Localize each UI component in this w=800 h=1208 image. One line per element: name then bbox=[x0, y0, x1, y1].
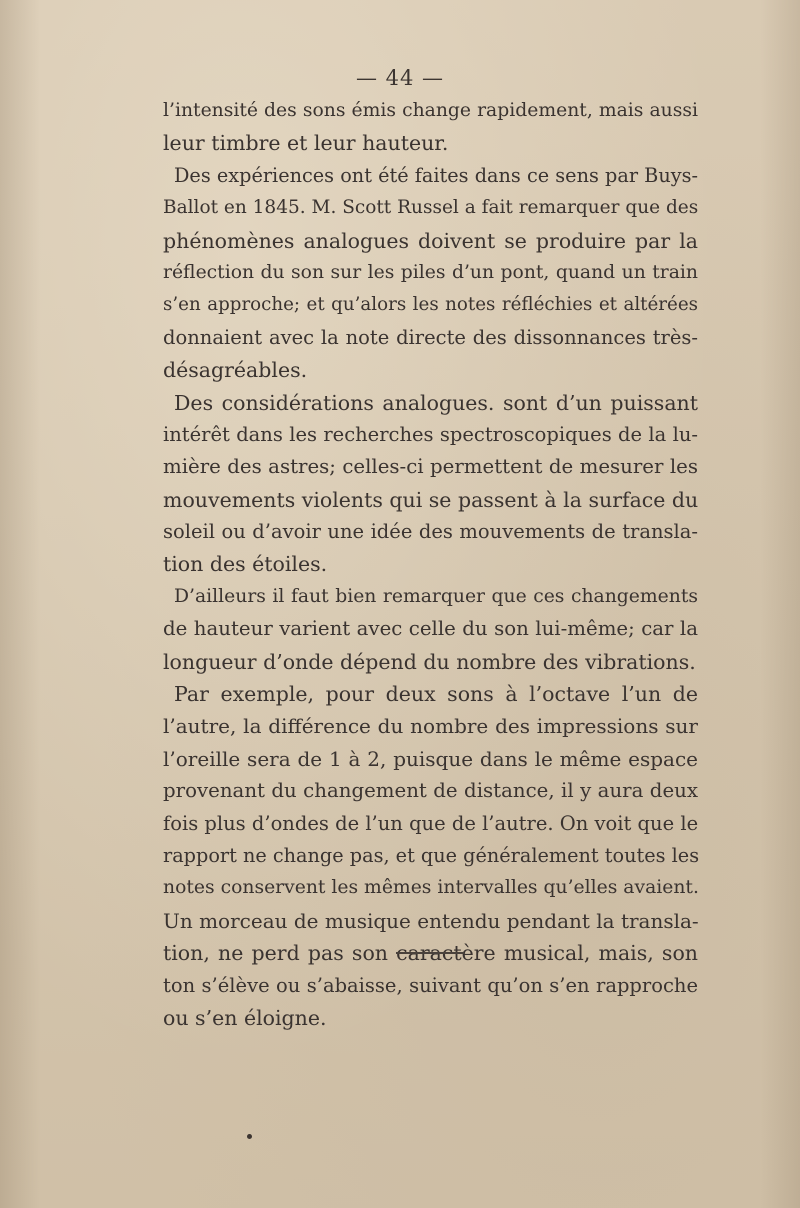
text-line: réflection du son sur les piles d’un pont, quand un train bbox=[163, 261, 698, 283]
text-line: ton s’élève ou s’abaisse, suivant qu’on s’en rapproche bbox=[163, 973, 698, 997]
text-line: l’oreille sera de 1 à 2, puisque dans le même espace bbox=[163, 746, 698, 771]
text-line: soleil ou d’avoir une idée des mouvements de transla- bbox=[163, 520, 698, 544]
text-line: rapport ne change pas, et que généralement toutes les bbox=[163, 843, 700, 867]
text-line: Des expériences ont été faites dans ce sens par Buys- bbox=[174, 163, 698, 187]
text-line: phénomènes analogues doivent se produire par la bbox=[163, 228, 698, 253]
text-line: Des considérations analogues. sont d’un puissant bbox=[174, 390, 698, 415]
text-line: provenant du changement de distance, il y aura deux bbox=[163, 779, 698, 803]
text-line: ou s’en éloigne. bbox=[163, 1005, 327, 1030]
text-line: leur timbre et leur hauteur. bbox=[163, 131, 449, 156]
text-line: Par exemple, pour deux sons à l’octave l’un de bbox=[174, 682, 698, 707]
text-line: tion des étoiles. bbox=[163, 552, 328, 577]
text-line: mière des astres; celles-ci permettent de mesurer les bbox=[163, 455, 698, 479]
page-number: — 44 — bbox=[355, 66, 445, 90]
text-line: désagréables. bbox=[163, 358, 308, 383]
text-line: l’autre, la différence du nombre des impressions sur bbox=[163, 714, 698, 739]
text-line: intérêt dans les recherches spectroscopiques de la lu- bbox=[163, 422, 698, 446]
text-line: Ballot en 1845. M. Scott Russel a fait remarquer que des bbox=[163, 197, 699, 219]
ink-speck bbox=[247, 1134, 252, 1139]
text-line: tion, ne perd pas son caractère musical, mais, son bbox=[163, 941, 698, 966]
text-line: l’intensité des sons émis change rapidement, mais aussi bbox=[163, 100, 698, 121]
page-right-edge-shadow bbox=[760, 0, 800, 1208]
text-line: Un morceau de musique entendu pendant la transla- bbox=[163, 908, 699, 933]
text-line: fois plus d’ondes de l’un que de l’autre. On voit que le bbox=[163, 811, 699, 835]
text-line: mouvements violents qui se passent à la surface du bbox=[163, 487, 699, 512]
text-line: D’ailleurs il faut bien remarquer que ces changements bbox=[174, 585, 698, 607]
text-line: donnaient avec la note directe des dissonnances très- bbox=[163, 325, 698, 349]
end-rule-divider bbox=[396, 952, 464, 954]
page-left-edge-shadow bbox=[0, 0, 40, 1208]
text-line: s’en approche; et qu’alors les notes réfléchies et altérées bbox=[163, 294, 698, 316]
body-text bbox=[163, 95, 698, 1034]
text-line: notes conservent les mêmes intervalles qu’elles avaient. bbox=[163, 877, 699, 899]
text-line: longueur d’onde dépend du nombre des vibrations. bbox=[163, 649, 696, 674]
text-line: de hauteur varient avec celle du son lui-même; car la bbox=[163, 617, 698, 641]
